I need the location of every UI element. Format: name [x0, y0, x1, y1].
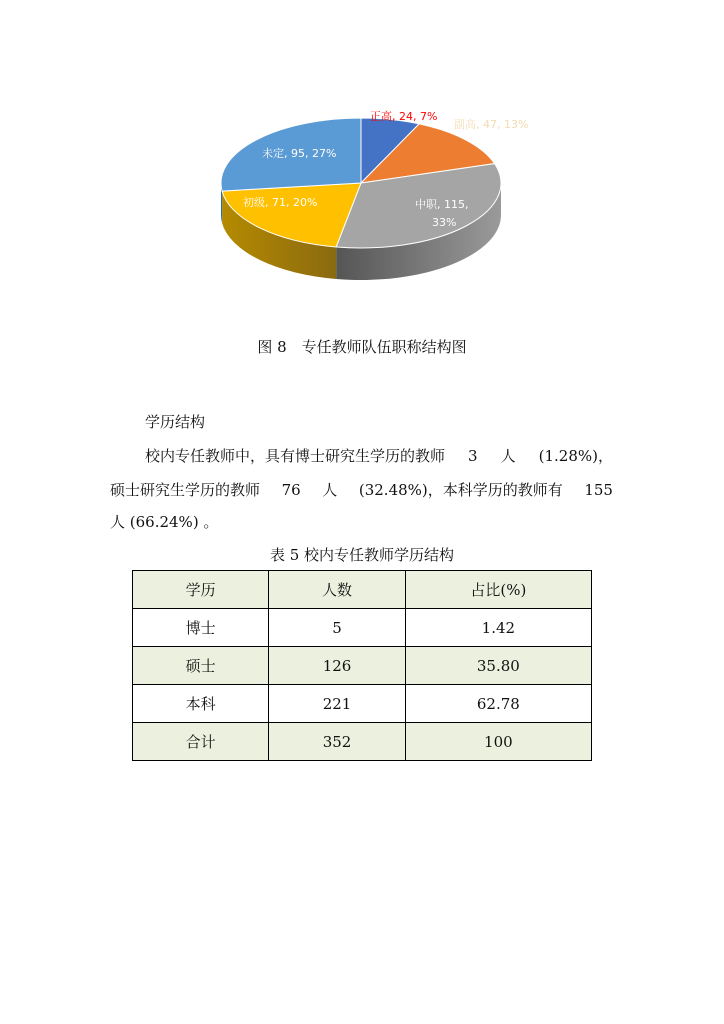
- table-row: [133, 723, 592, 761]
- pie-data-label: 初级, 71, 20%: [243, 196, 318, 209]
- pie-data-label: 33%: [432, 216, 457, 229]
- paragraph-text: (32.48%)，本科学历的教师有: [358, 481, 563, 499]
- paragraph-line-1: [145, 446, 613, 466]
- paragraph-text: 人: [500, 447, 516, 465]
- table-cell: 本科: [133, 685, 269, 723]
- table-cell: 35.80: [405, 647, 591, 685]
- table-row: [133, 685, 592, 723]
- paragraph-text: 人: [322, 481, 338, 499]
- table-cell: 221: [269, 685, 405, 723]
- paragraph-text: 校内专任教师中，具有博士研究生学历的教师: [145, 447, 446, 465]
- table-row: [133, 647, 592, 685]
- pie-chart: [200, 96, 530, 296]
- pie-data-label: 副高, 47, 13%: [454, 118, 529, 131]
- paragraph-number: 3: [468, 447, 478, 465]
- table-cell: 352: [269, 723, 405, 761]
- pie-data-label: 未定, 95, 27%: [262, 147, 337, 160]
- education-table: [132, 570, 592, 761]
- paragraph-number: 155: [584, 481, 613, 499]
- table-cell: 合计: [133, 723, 269, 761]
- table-cell: 126: [269, 647, 405, 685]
- section-heading: 学历结构: [145, 413, 206, 431]
- paragraph-line-2: [110, 480, 613, 500]
- table-cell: 5: [269, 609, 405, 647]
- table-title: 表 5 校内专任教师学历结构: [269, 546, 455, 564]
- paragraph-text: (1.28%)，: [538, 447, 613, 465]
- table-cell: 博士: [133, 609, 269, 647]
- paragraph-text: 硕士研究生学历的教师: [110, 481, 261, 499]
- table-cell: 1.42: [405, 609, 591, 647]
- table-cell: 100: [405, 723, 591, 761]
- paragraph-number: 76: [281, 481, 301, 499]
- figure-caption: 图 8 专任教师队伍职称结构图: [257, 338, 467, 356]
- paragraph-line-3: 人 (66.24%) 。: [110, 513, 219, 531]
- table-header: 占比(%): [405, 571, 591, 609]
- table-row: [133, 609, 592, 647]
- table-header: 人数: [269, 571, 405, 609]
- table-cell: 62.78: [405, 685, 591, 723]
- table-header-row: [133, 571, 592, 609]
- table-cell: 硕士: [133, 647, 269, 685]
- table-header: 学历: [133, 571, 269, 609]
- pie-data-label: 中职, 115,: [415, 198, 469, 211]
- pie-data-label: 正高, 24, 7%: [370, 110, 438, 123]
